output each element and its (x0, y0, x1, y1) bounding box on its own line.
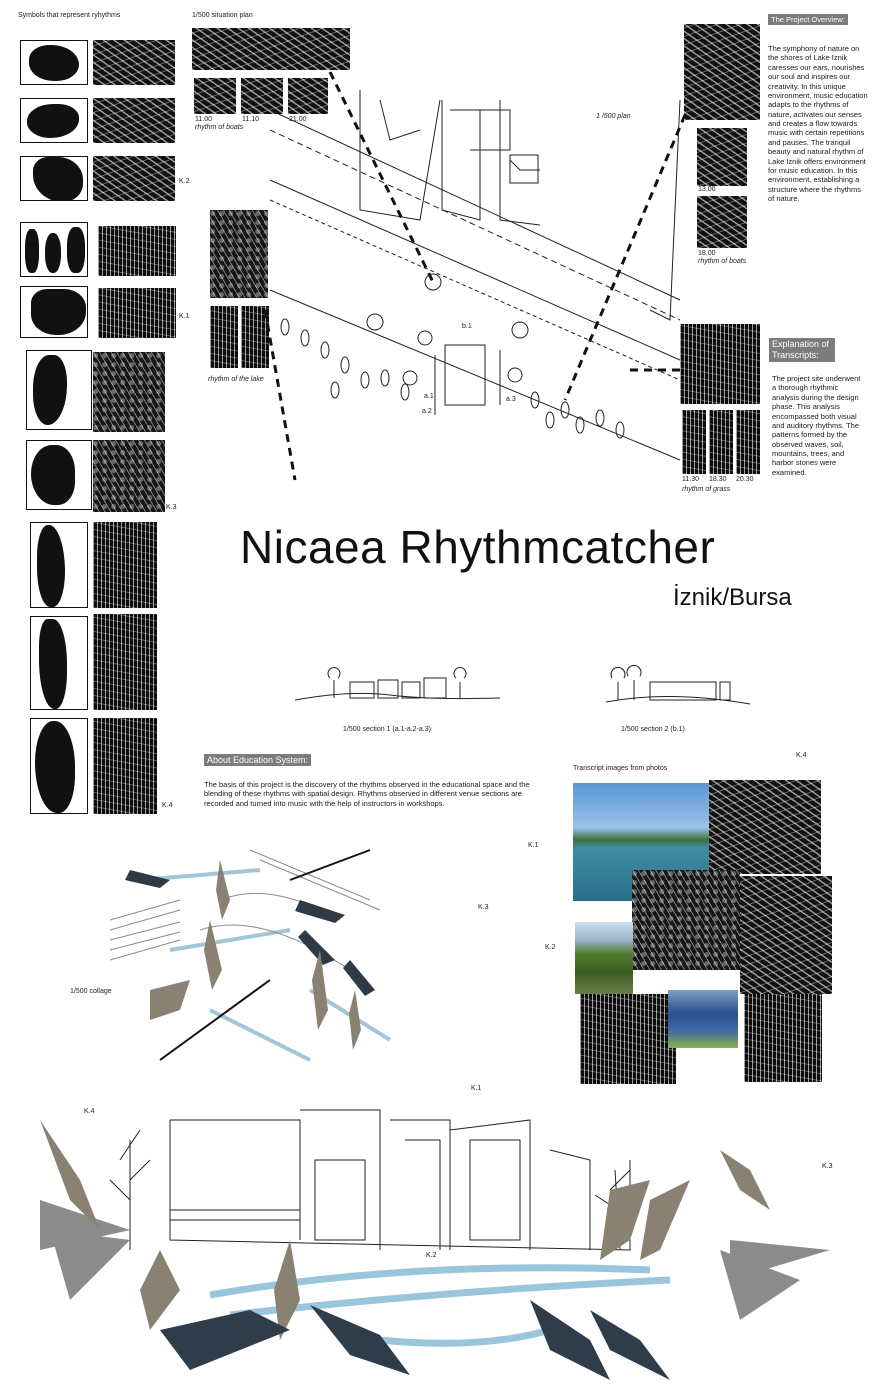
photo-label-k3: K.3 (478, 904, 489, 911)
symbols-title: Symbols that represent ryhythms (18, 12, 121, 19)
symbol-texture (93, 40, 175, 85)
photo-transcript (709, 780, 821, 874)
boats-transcript (697, 128, 747, 186)
boats-transcript (697, 196, 747, 248)
plan-label-a1: a.1 (424, 393, 434, 400)
symbol-sketch (26, 440, 92, 510)
poster-location: İznik/Bursa (673, 584, 792, 611)
photo-label-k1: K.1 (528, 842, 539, 849)
time-label: 11.30 (682, 476, 699, 483)
boats-transcript (684, 24, 760, 120)
time-label: 20.30 (736, 476, 754, 483)
photo-transcript (744, 994, 822, 1082)
time-label: 21.00 (289, 116, 307, 123)
symbol-label-k1: K.1 (179, 313, 190, 320)
symbol-sketch (20, 156, 88, 201)
section-2-caption: 1/500 section 2 (b.1) (621, 726, 685, 733)
rhythm-caption: rhythm of grass (682, 486, 731, 493)
symbol-sketch (20, 40, 88, 85)
grass-transcript (736, 410, 760, 474)
symbol-sketch (20, 98, 88, 143)
photo-transcript (632, 870, 740, 970)
grass-transcript (709, 410, 733, 474)
bottom-label-k2: K.2 (426, 1252, 437, 1259)
education-body: The basis of this project is the discovery of the rhythms observed in the educational space and the blending of these rhythms with spatial design. Rhythms observed in different venue sections are recorded and turned into music with the help of instructors in workshops. (204, 780, 530, 808)
symbol-texture (93, 98, 175, 143)
plan-label-a2: a.2 (422, 408, 432, 415)
rhythm-caption: rhythm of boats (195, 124, 244, 131)
time-label: 18.30 (709, 476, 727, 483)
overview-heading: The Project Overview: (768, 14, 848, 25)
rhythm-caption: rhythm of boats (698, 258, 747, 265)
plan-label-a3: a.3 (506, 396, 516, 403)
symbol-sketch (30, 616, 88, 710)
symbol-label-k4: K.4 (162, 802, 173, 809)
collage-label: 1/500 collage (70, 988, 112, 995)
symbol-texture (93, 522, 157, 608)
section-1-caption: 1/500 section 1 (a.1-a.2-a.3) (343, 726, 431, 733)
symbol-texture (93, 614, 157, 710)
time-label: 11.10 (242, 116, 259, 123)
transcripts-heading: Explanation of Transcripts: (769, 338, 835, 362)
situation-plan-drawing (180, 20, 700, 520)
photo-transcript (580, 994, 676, 1084)
symbol-label-k3: K.3 (166, 504, 177, 511)
plan-label-b1: b.1 (462, 323, 472, 330)
time-label: 18.00 (698, 250, 716, 257)
photos-title: Transcript images from photos (573, 765, 668, 772)
symbol-texture (93, 440, 165, 512)
time-label: 13.00 (698, 186, 716, 193)
symbol-texture (98, 288, 176, 338)
rhythm-caption: rhythm of the lake (208, 376, 264, 383)
symbol-texture (93, 352, 165, 432)
section-drawings (290, 660, 770, 720)
plan-scale-note: 1 /500 plan (596, 113, 631, 120)
water-photo (668, 990, 738, 1048)
bottom-label-k1: K.1 (471, 1085, 482, 1092)
symbol-sketch (20, 286, 88, 338)
symbol-sketch (20, 222, 88, 277)
time-label: 11.00 (195, 116, 212, 123)
photo-label-k2: K.2 (545, 944, 556, 951)
symbol-label-k2: K.2 (179, 178, 190, 185)
grass-transcript (680, 324, 760, 404)
symbol-texture (93, 718, 157, 814)
symbol-sketch (30, 718, 88, 814)
symbol-texture (93, 156, 175, 201)
bottom-collage-drawing (30, 1100, 850, 1395)
photo-label-k4: K.4 (796, 752, 807, 759)
symbol-sketch (26, 350, 92, 430)
poster-title: Nicaea Rhythmcatcher (240, 521, 716, 573)
overview-body: The symphony of nature on the shores of Lake Iznik caresses our ears, nourishes our soul and inspires our creativity. In this unique environment, music education adapts to the rhythms of nature, activates our senses and creates a flow towards music with certain repetitions and pauses. The tranquil beauty and natural rhythm of Lake Iznik offers environment for music education. In this environment, establishing a structure where the rhythms of nature. (768, 44, 868, 203)
collage-drawing (110, 840, 410, 1070)
transcripts-body: The project site underwent a thorough rhythmic analysis during the design phase. This analysis encompassed both visual and auditory rhythms. The patterns formed by the observed waves, soil, mountains, trees, and harbor stones were examined. (772, 374, 861, 477)
situation-plan-title: 1/500 situation plan (192, 12, 253, 19)
grass-photo (575, 922, 633, 994)
photo-transcript (740, 876, 832, 994)
symbol-texture (98, 226, 176, 276)
symbol-sketch (30, 522, 88, 608)
bottom-label-k3: K.3 (822, 1163, 833, 1170)
grass-transcript (682, 410, 706, 474)
bottom-label-k4: K.4 (84, 1108, 95, 1115)
education-heading: About Education System: (204, 754, 311, 766)
